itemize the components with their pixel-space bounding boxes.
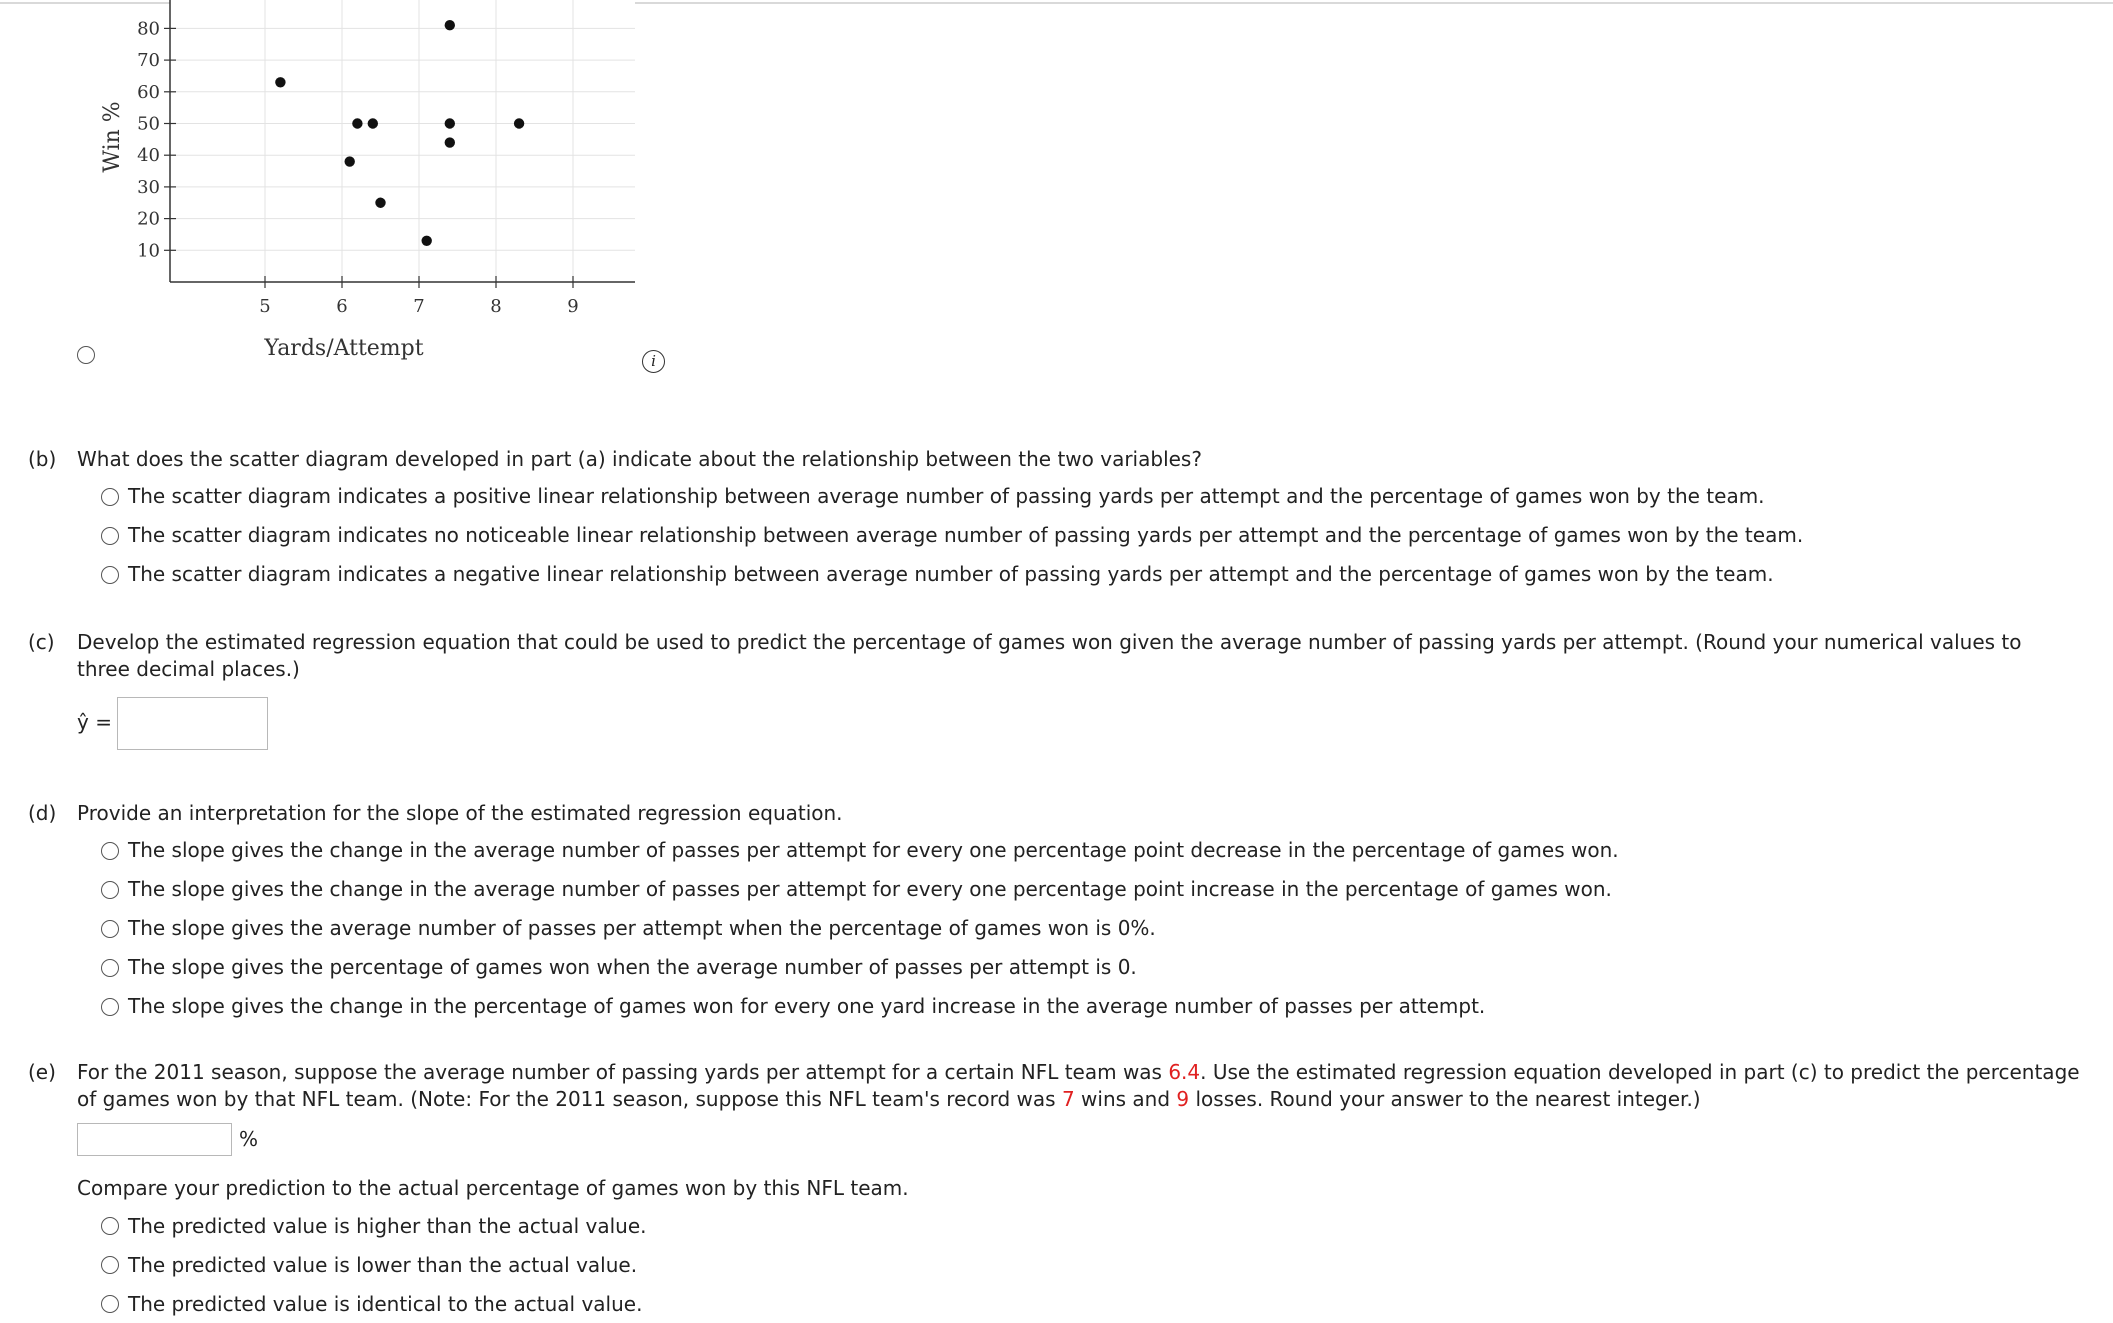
part-c xyxy=(28,629,2088,683)
part-b-option[interactable] xyxy=(101,516,2088,555)
yhat-label: ŷ = xyxy=(77,710,112,734)
y-tick-label: 10 xyxy=(137,240,160,262)
part-d-letter: (d) xyxy=(28,801,57,825)
option-label: The scatter diagram indicates no noticeable linear relationship between average number of passing yards per attempt and the percentage of games won by the team. xyxy=(128,523,1804,547)
plot-area xyxy=(170,0,635,282)
scatter-chart xyxy=(95,0,675,375)
option-label: The scatter diagram indicates a negative linear relationship between average number of passing yards per attempt and the percentage of games won by the team. xyxy=(128,562,1774,586)
part-e-options xyxy=(101,1206,647,1323)
x-tick-label: 8 xyxy=(490,296,502,317)
part-d-question: Provide an interpretation for the slope of the estimated regression equation. xyxy=(77,801,843,825)
y-tick-label: 30 xyxy=(137,176,160,198)
part-e-option[interactable] xyxy=(101,1206,647,1245)
option-label: The slope gives the percentage of games won when the average number of passes per attempt is 0. xyxy=(128,955,1137,979)
predicted-percentage-input[interactable] xyxy=(77,1123,232,1156)
x-tick-label: 5 xyxy=(259,296,271,317)
y-axis-title: Win % xyxy=(100,101,125,173)
radio-button[interactable] xyxy=(101,1256,119,1274)
radio-button[interactable] xyxy=(101,566,119,584)
data-point xyxy=(345,156,355,166)
part-e-text-3: wins and xyxy=(1074,1087,1177,1111)
data-point xyxy=(375,198,385,208)
regression-equation-input[interactable] xyxy=(117,697,268,750)
radio-button[interactable] xyxy=(101,998,119,1016)
part-d xyxy=(28,800,2088,1026)
radio-button[interactable] xyxy=(101,527,119,545)
radio-button[interactable] xyxy=(101,881,119,899)
option-label: The slope gives the average number of passes per attempt when the percentage of games won is 0%. xyxy=(128,916,1156,940)
part-c-question: Develop the estimated regression equation that could be used to predict the percentage of games won given the average number of passing yards per attempt. (Round your numerical values to three decimal places.) xyxy=(77,630,2022,681)
part-e-text-2: . Use the estimated regression equation developed in part (c) to predict the percentage of games won by that NFL team. (Note: For the 2011 season, suppose this NFL team's record was xyxy=(77,1060,2080,1111)
option-label: The slope gives the change in the percentage of games won for every one yard increase in the average number of passes per attempt. xyxy=(128,994,1486,1018)
data-point xyxy=(422,236,432,246)
part-d-option[interactable] xyxy=(101,987,2088,1026)
data-point xyxy=(445,137,455,147)
compare-prompt: Compare your prediction to the actual percentage of games won by this NFL team. xyxy=(77,1176,909,1200)
part-e-text-1: For the 2011 season, suppose the average number of passing yards per attempt for a certain NFL team was xyxy=(77,1060,1169,1084)
percent-sign: % xyxy=(239,1127,259,1151)
part-b-question: What does the scatter diagram developed in part (a) indicate about the relationship between the two variables? xyxy=(77,447,1202,471)
part-c-letter: (c) xyxy=(28,630,55,654)
part-b-option[interactable] xyxy=(101,477,2088,516)
option-label: The predicted value is higher than the actual value. xyxy=(128,1213,647,1238)
part-d-option[interactable] xyxy=(101,948,2088,987)
part-b-letter: (b) xyxy=(28,447,57,471)
part-d-option[interactable] xyxy=(101,831,2088,870)
data-point xyxy=(445,118,455,128)
part-e-text-4: losses. Round your answer to the nearest integer.) xyxy=(1189,1087,1701,1111)
x-axis-title: Yards/Attempt xyxy=(264,336,424,361)
x-tick-label: 6 xyxy=(336,296,348,317)
y-tick-label: 50 xyxy=(137,113,160,135)
radio-button[interactable] xyxy=(101,1217,119,1235)
wins-value: 7 xyxy=(1061,1087,1075,1111)
scatter-chart-svg xyxy=(95,0,675,370)
data-point xyxy=(352,118,362,128)
x-tick-label: 9 xyxy=(567,296,579,317)
yards-per-attempt-value: 6.4 xyxy=(1168,1060,1201,1084)
x-tick-label: 7 xyxy=(413,296,425,317)
part-d-option[interactable] xyxy=(101,870,2088,909)
y-tick-label: 80 xyxy=(137,18,160,40)
data-point xyxy=(445,20,455,30)
data-point xyxy=(368,118,378,128)
data-point xyxy=(514,118,524,128)
data-point xyxy=(275,77,285,87)
radio-button[interactable] xyxy=(101,1295,119,1313)
part-e-letter: (e) xyxy=(28,1060,56,1084)
option-label: The slope gives the change in the average number of passes per attempt for every one percentage point increase in the percentage of games won. xyxy=(128,877,1612,901)
info-icon[interactable]: i xyxy=(642,350,665,373)
y-tick-label: 60 xyxy=(137,81,160,103)
part-d-options xyxy=(101,831,2088,1026)
y-tick-label: 70 xyxy=(137,50,160,72)
option-label: The predicted value is identical to the actual value. xyxy=(128,1291,643,1316)
part-b-options xyxy=(101,477,2088,594)
part-e-option[interactable] xyxy=(101,1284,647,1323)
option-label: The predicted value is lower than the actual value. xyxy=(128,1252,638,1277)
part-e-option[interactable] xyxy=(101,1245,647,1284)
y-tick-label: 20 xyxy=(137,208,160,230)
option-label: The slope gives the change in the average number of passes per attempt for every one percentage point decrease in the percentage of games won. xyxy=(128,838,1619,862)
part-e-question xyxy=(77,1059,2097,1113)
radio-button[interactable] xyxy=(101,842,119,860)
part-e xyxy=(28,1059,2088,1113)
y-tick-label: 40 xyxy=(137,145,160,167)
part-d-option[interactable] xyxy=(101,909,2088,948)
part-b-option[interactable] xyxy=(101,555,2088,594)
losses-value: 9 xyxy=(1176,1087,1190,1111)
radio-button[interactable] xyxy=(101,920,119,938)
radio-button[interactable] xyxy=(101,488,119,506)
chart-option-radio[interactable] xyxy=(77,346,95,364)
part-b xyxy=(28,446,2088,594)
option-label: The scatter diagram indicates a positive linear relationship between average number of passing yards per attempt and the percentage of games won by the team. xyxy=(128,484,1765,508)
radio-button[interactable] xyxy=(101,959,119,977)
